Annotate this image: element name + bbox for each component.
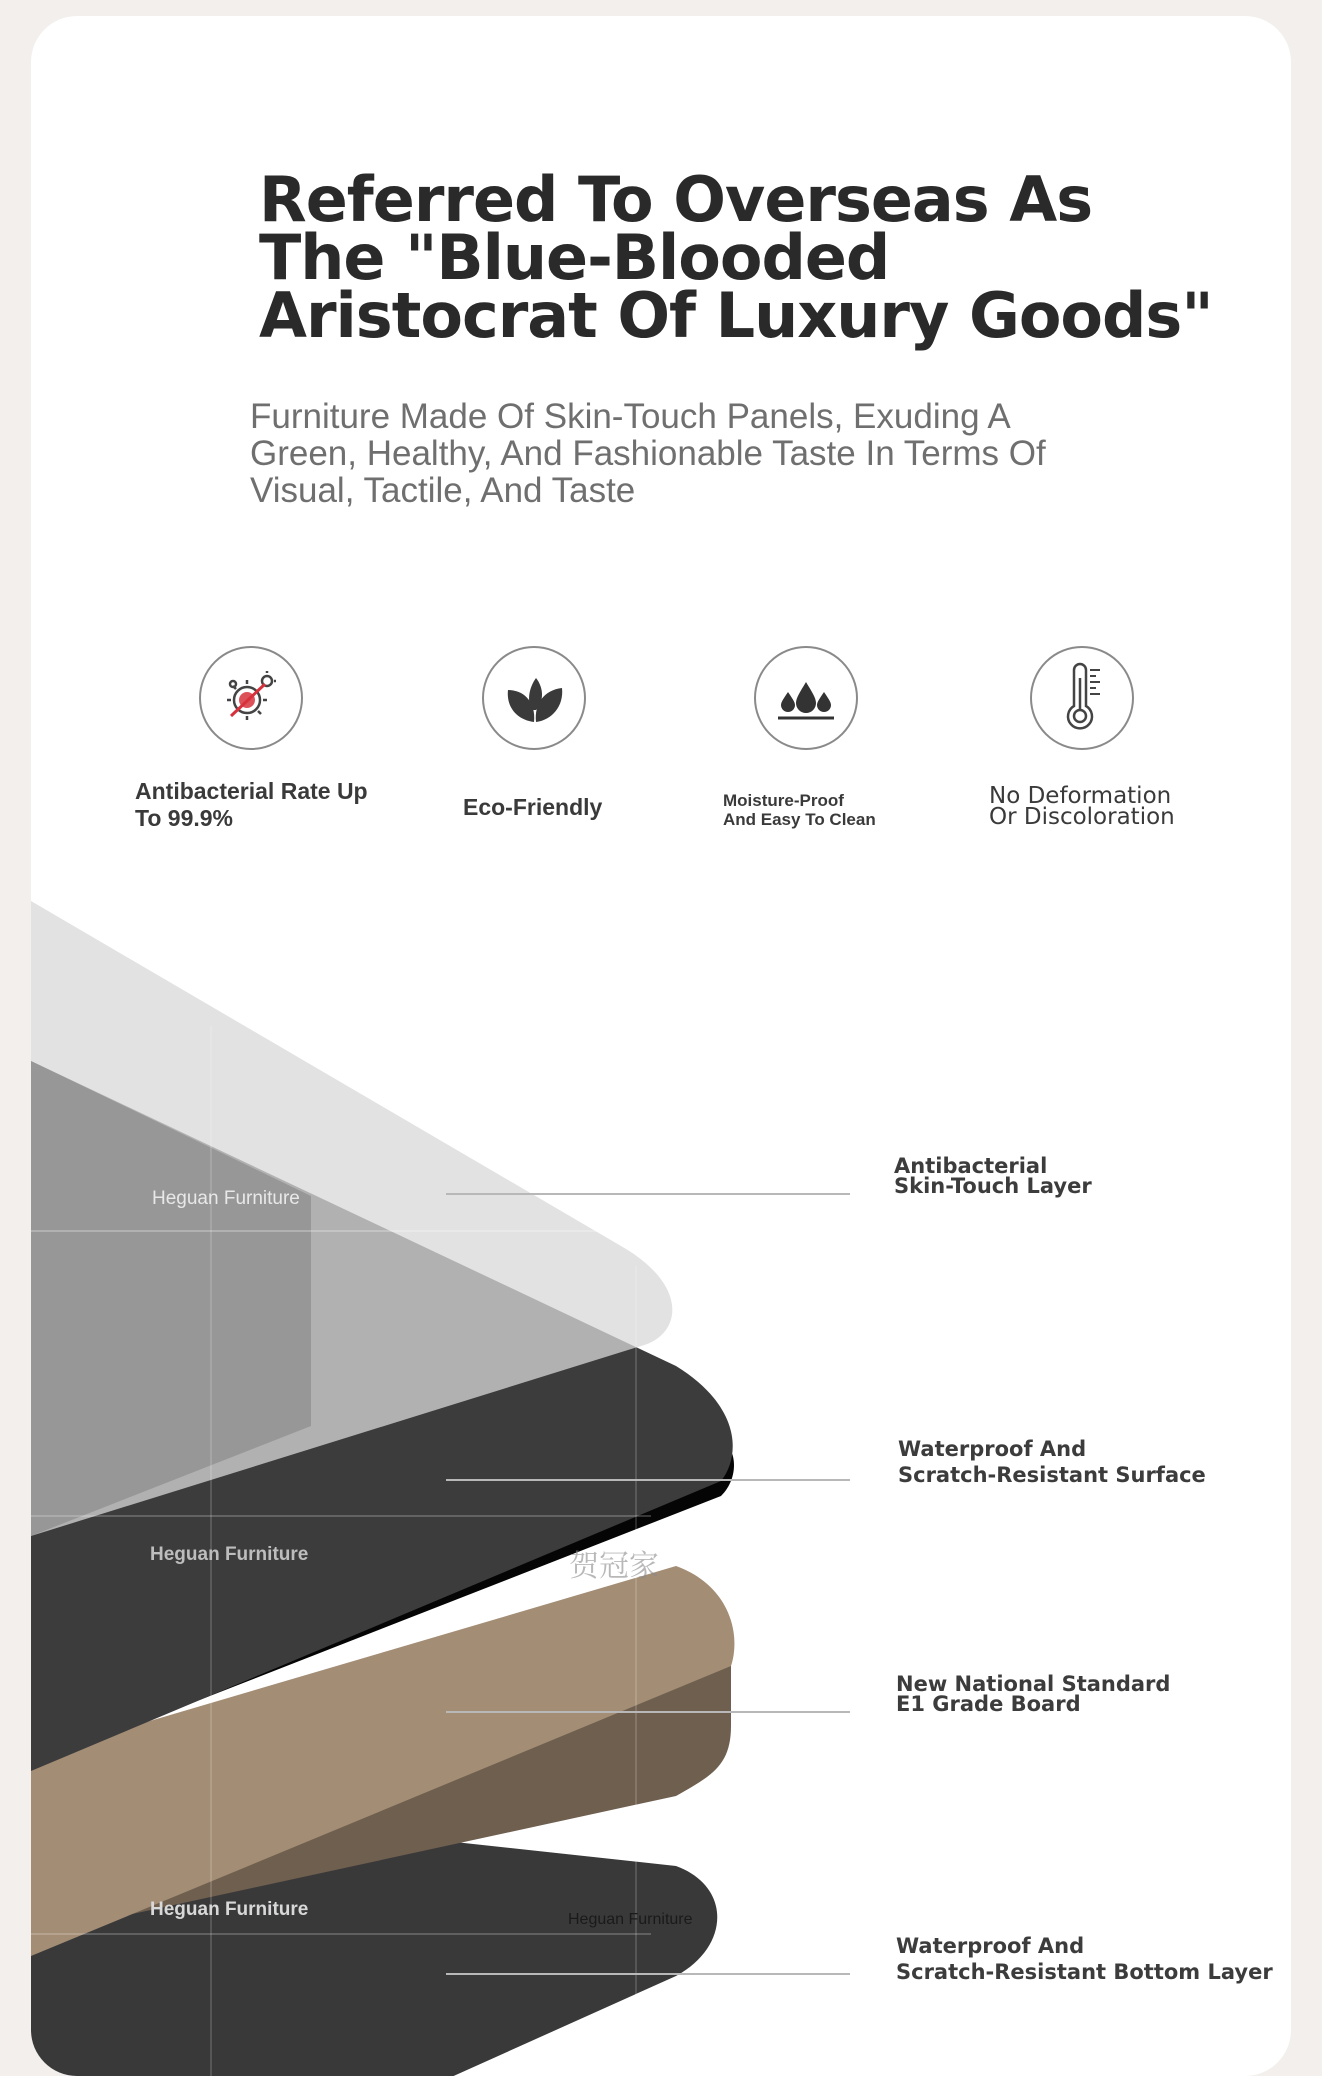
brand-watermark: Heguan Furniture	[150, 1899, 309, 1920]
title-line-2: The "Blue-Blooded	[259, 221, 890, 294]
page-subtitle	[250, 398, 1150, 509]
content-card	[31, 16, 1291, 2076]
brand-watermark: Heguan Furniture	[150, 1544, 309, 1565]
page-title	[259, 163, 1213, 352]
water-drops-icon	[754, 646, 858, 750]
leaf-icon	[482, 646, 586, 750]
subtitle-line-3: Visual, Tactile, And Taste	[250, 471, 636, 510]
cn-watermark: 贺冠家	[569, 1549, 659, 1584]
layer-label-skin-touch: Antibacterial Skin-Touch Layer	[894, 1154, 1092, 1198]
layer-label-board: New National Standard E1 Grade Board	[896, 1672, 1171, 1716]
bacteria-icon	[199, 646, 303, 750]
title-line-3: Aristocrat Of Luxury Goods"	[259, 279, 1213, 352]
layer-label-bottom: Waterproof And Scratch-Resistant Bottom Layer	[896, 1934, 1273, 1984]
feature-label: Antibacterial Rate Up To 99.9%	[135, 778, 368, 831]
feature-label: No Deformation Or Discoloration	[989, 783, 1175, 830]
title-line-1: Referred To Overseas As	[259, 163, 1093, 236]
brand-watermark: Heguan Furniture	[152, 1188, 300, 1209]
brand-watermark: Heguan Furniture	[568, 1911, 693, 1928]
subtitle-line-2: Green, Healthy, And Fashionable Taste In Terms Of	[250, 434, 1046, 473]
feature-label: Moisture-Proof And Easy To Clean	[723, 791, 876, 829]
layer-label-surface: Waterproof And Scratch-Resistant Surface	[898, 1437, 1206, 1487]
subtitle-line-1: Furniture Made Of Skin-Touch Panels, Exuding A	[250, 397, 1011, 436]
feature-label: Eco-Friendly	[463, 794, 603, 820]
thermometer-icon	[1030, 646, 1134, 750]
